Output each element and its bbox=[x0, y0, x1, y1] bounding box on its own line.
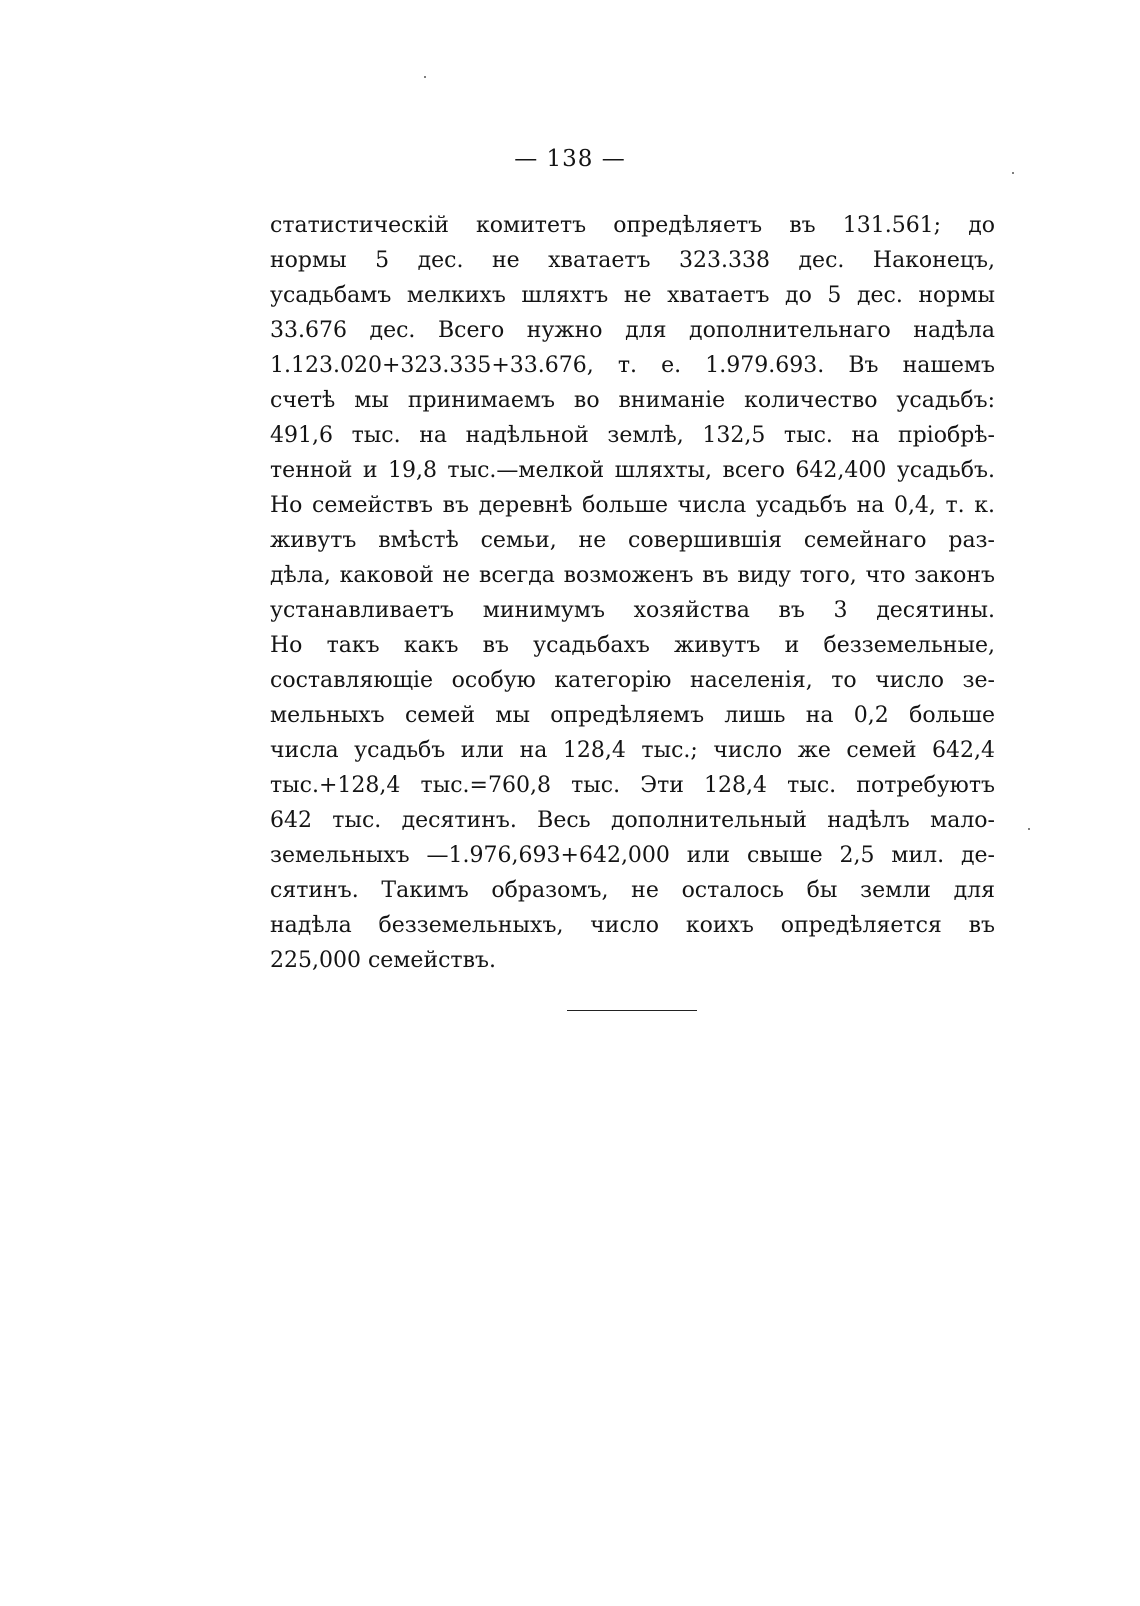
section-end-rule bbox=[567, 1010, 697, 1011]
text-line: нормы 5 дес. не хватаетъ 323.338 дес. Наконецъ, bbox=[270, 248, 995, 273]
text-line: Но семействъ въ деревнѣ больше числа усадьбъ на 0,4, т. к. bbox=[270, 493, 995, 518]
text-line: мельныхъ семей мы опредѣляемъ лишь на 0,2 больше bbox=[270, 703, 995, 728]
text-line: живутъ вмѣстѣ семьи, не совершившія семейнаго раз- bbox=[270, 528, 995, 553]
text-line: 642 тыс. десятинъ. Весь дополнительный надѣлъ мало- bbox=[270, 808, 995, 833]
text-line-last: 225,000 семействъ. bbox=[270, 948, 496, 973]
body-paragraph bbox=[270, 208, 995, 978]
page-number: — 138 — bbox=[514, 146, 626, 172]
text-line: тыс.+128,4 тыс.=760,8 тыс. Эти 128,4 тыс. потребуютъ bbox=[270, 773, 995, 798]
text-line: сятинъ. Такимъ образомъ, не осталось бы земли для bbox=[270, 878, 995, 903]
text-line: числа усадьбъ или на 128,4 тыс.; число же семей 642,4 bbox=[270, 738, 995, 763]
text-line: тенной и 19,8 тыс.—мелкой шляхты, всего 642,400 усадьбъ. bbox=[270, 458, 995, 483]
text-line: усадьбамъ мелкихъ шляхтъ не хватаетъ до 5 дес. нормы bbox=[270, 283, 995, 308]
text-line: 491,6 тыс. на надѣльной землѣ, 132,5 тыс. на пріобрѣ- bbox=[270, 423, 995, 448]
text-line: устанавливаетъ минимумъ хозяйства въ 3 десятины. bbox=[270, 598, 995, 623]
text-line: Но такъ какъ въ усадьбахъ живутъ и безземельные, bbox=[270, 633, 995, 658]
text-line: 33.676 дес. Всего нужно для дополнительнаго надѣла bbox=[270, 318, 995, 343]
text-line: составляющіе особую категорію населенія, то число зе- bbox=[270, 668, 995, 693]
text-line: земельныхъ —1.976,693+642,000 или свыше 2,5 мил. де- bbox=[270, 843, 995, 868]
text-line: статистическій комитетъ опредѣляетъ въ 131.561; до bbox=[270, 213, 995, 238]
scan-speck bbox=[1028, 828, 1030, 830]
text-line: 1.123.020+323.335+33.676, т. е. 1.979.693. Въ нашемъ bbox=[270, 353, 995, 378]
scan-speck bbox=[1012, 172, 1014, 174]
text-line: счетѣ мы принимаемъ во вниманіе количество усадьбъ: bbox=[270, 388, 995, 413]
text-line: дѣла, каковой не всегда возможенъ въ виду того, что законъ bbox=[270, 563, 995, 588]
text-line: надѣла безземельныхъ, число коихъ опредѣляется въ bbox=[270, 913, 995, 938]
scan-speck bbox=[424, 76, 426, 78]
